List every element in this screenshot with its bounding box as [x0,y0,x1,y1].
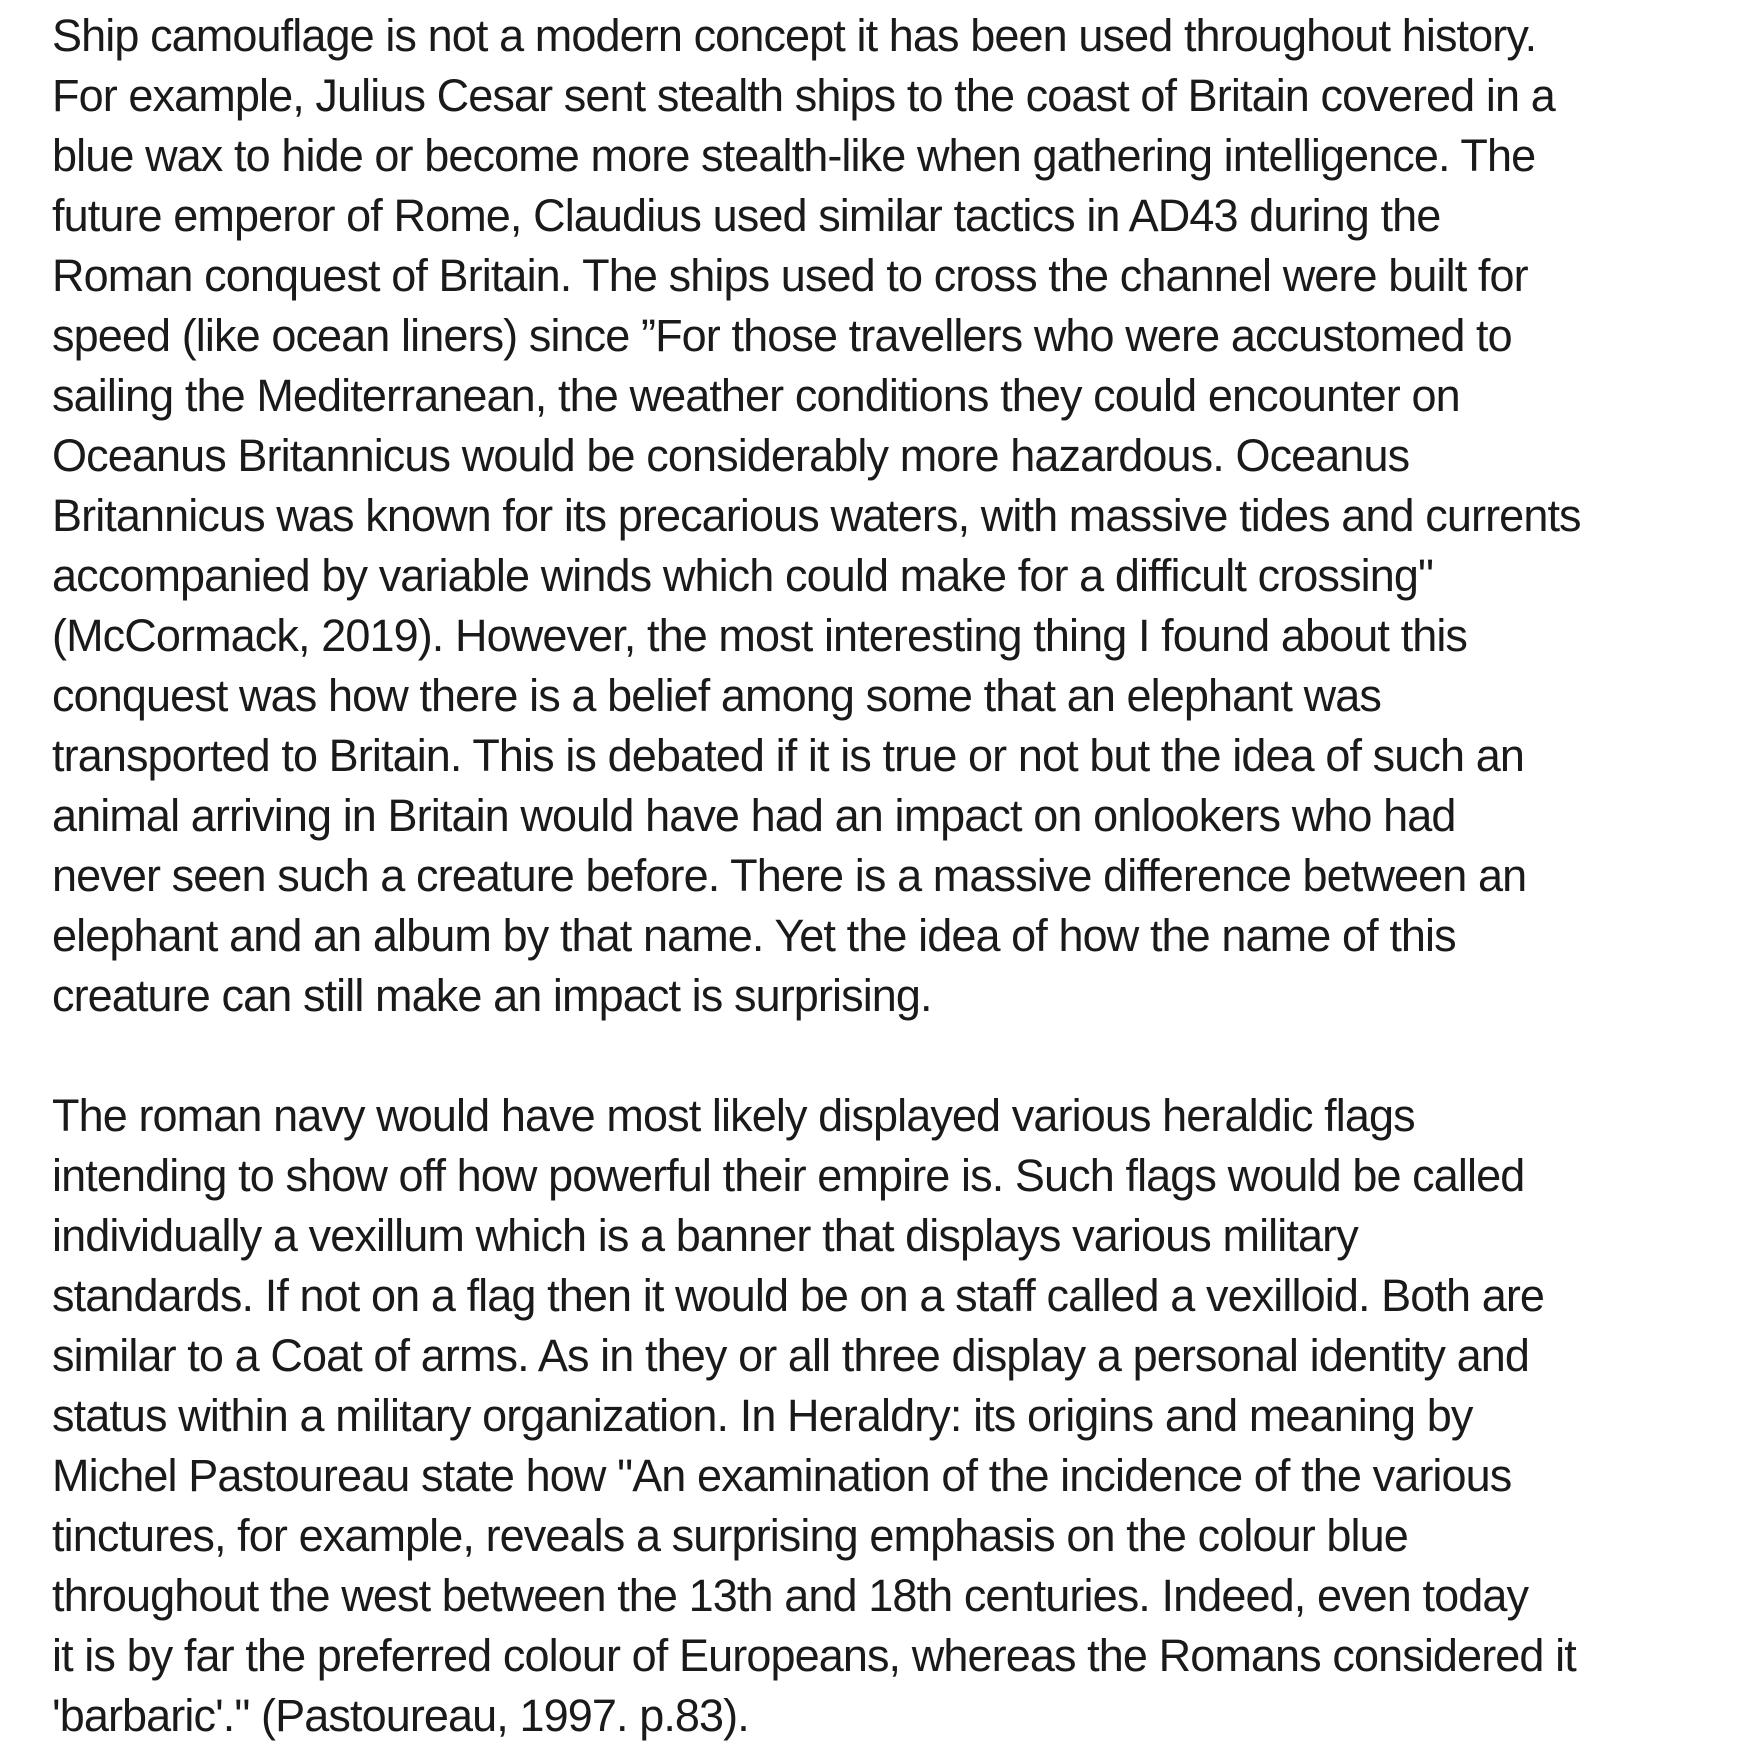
paragraph-2-line-6: status within a military organization. In Heraldry: its origins and meaning by [52,1390,1473,1441]
paragraph-1-line-5: Roman conquest of Britain. The ships used to cross the channel were built for [52,250,1528,301]
paragraph-2-line-7: Michel Pastoureau state how "An examination of the incidence of the various [52,1450,1512,1501]
paragraph-2-line-3: individually a vexillum which is a banner that displays various military [52,1210,1358,1261]
paragraph-1-line-2: For example, Julius Cesar sent stealth ships to the coast of Britain covered in a [52,70,1555,121]
paragraph-1-line-12: conquest was how there is a belief among some that an elephant was [52,670,1381,721]
paragraph-2-line-2: intending to show off how powerful their empire is. Such flags would be called [52,1150,1525,1201]
paragraph-1-line-15: never seen such a creature before. There is a massive difference between an [52,850,1527,901]
paragraph-1-line-6: speed (like ocean liners) since ”For those travellers who were accustomed to [52,310,1512,361]
paragraph-2-line-5: similar to a Coat of arms. As in they or all three display a personal identity and [52,1330,1529,1381]
paragraph-1-line-1: Ship camouflage is not a modern concept it has been used throughout history. [52,10,1537,61]
paragraph-1-line-14: animal arriving in Britain would have had an impact on onlookers who had [52,790,1456,841]
paragraph-1-line-9: Britannicus was known for its precarious waters, with massive tides and currents [52,490,1581,541]
paragraph-2-line-10: it is by far the preferred colour of Europeans, whereas the Romans considered it [52,1630,1576,1681]
paragraph-1-line-17: creature can still make an impact is surprising. [52,970,932,1021]
paragraph-1-line-7: sailing the Mediterranean, the weather conditions they could encounter on [52,370,1460,421]
paragraph-2-line-8: tinctures, for example, reveals a surprising emphasis on the colour blue [52,1510,1408,1561]
paragraph-2-line-1: The roman navy would have most likely displayed various heraldic flags [52,1090,1415,1141]
paragraph-2-line-4: standards. If not on a flag then it would be on a staff called a vexilloid. Both are [52,1270,1545,1321]
paragraph-1-line-4: future emperor of Rome, Claudius used similar tactics in AD43 during the [52,190,1441,241]
paragraph-1-line-8: Oceanus Britannicus would be considerably more hazardous. Oceanus [52,430,1410,481]
paragraph-1-line-11: (McCormack, 2019). However, the most interesting thing I found about this [52,610,1468,661]
paragraph-1-line-3: blue wax to hide or become more stealth-like when gathering intelligence. The [52,130,1536,181]
paragraph-1-line-13: transported to Britain. This is debated if it is true or not but the idea of such an [52,730,1524,781]
paragraph-1-line-16: elephant and an album by that name. Yet the idea of how the name of this [52,910,1456,961]
paragraph-2-line-9: throughout the west between the 13th and 18th centuries. Indeed, even today [52,1570,1529,1621]
paragraph-1-line-10: accompanied by variable winds which could make for a difficult crossing" [52,550,1434,601]
paragraph-2-line-11: 'barbaric'." (Pastoureau, 1997. p.83). [52,1690,749,1741]
